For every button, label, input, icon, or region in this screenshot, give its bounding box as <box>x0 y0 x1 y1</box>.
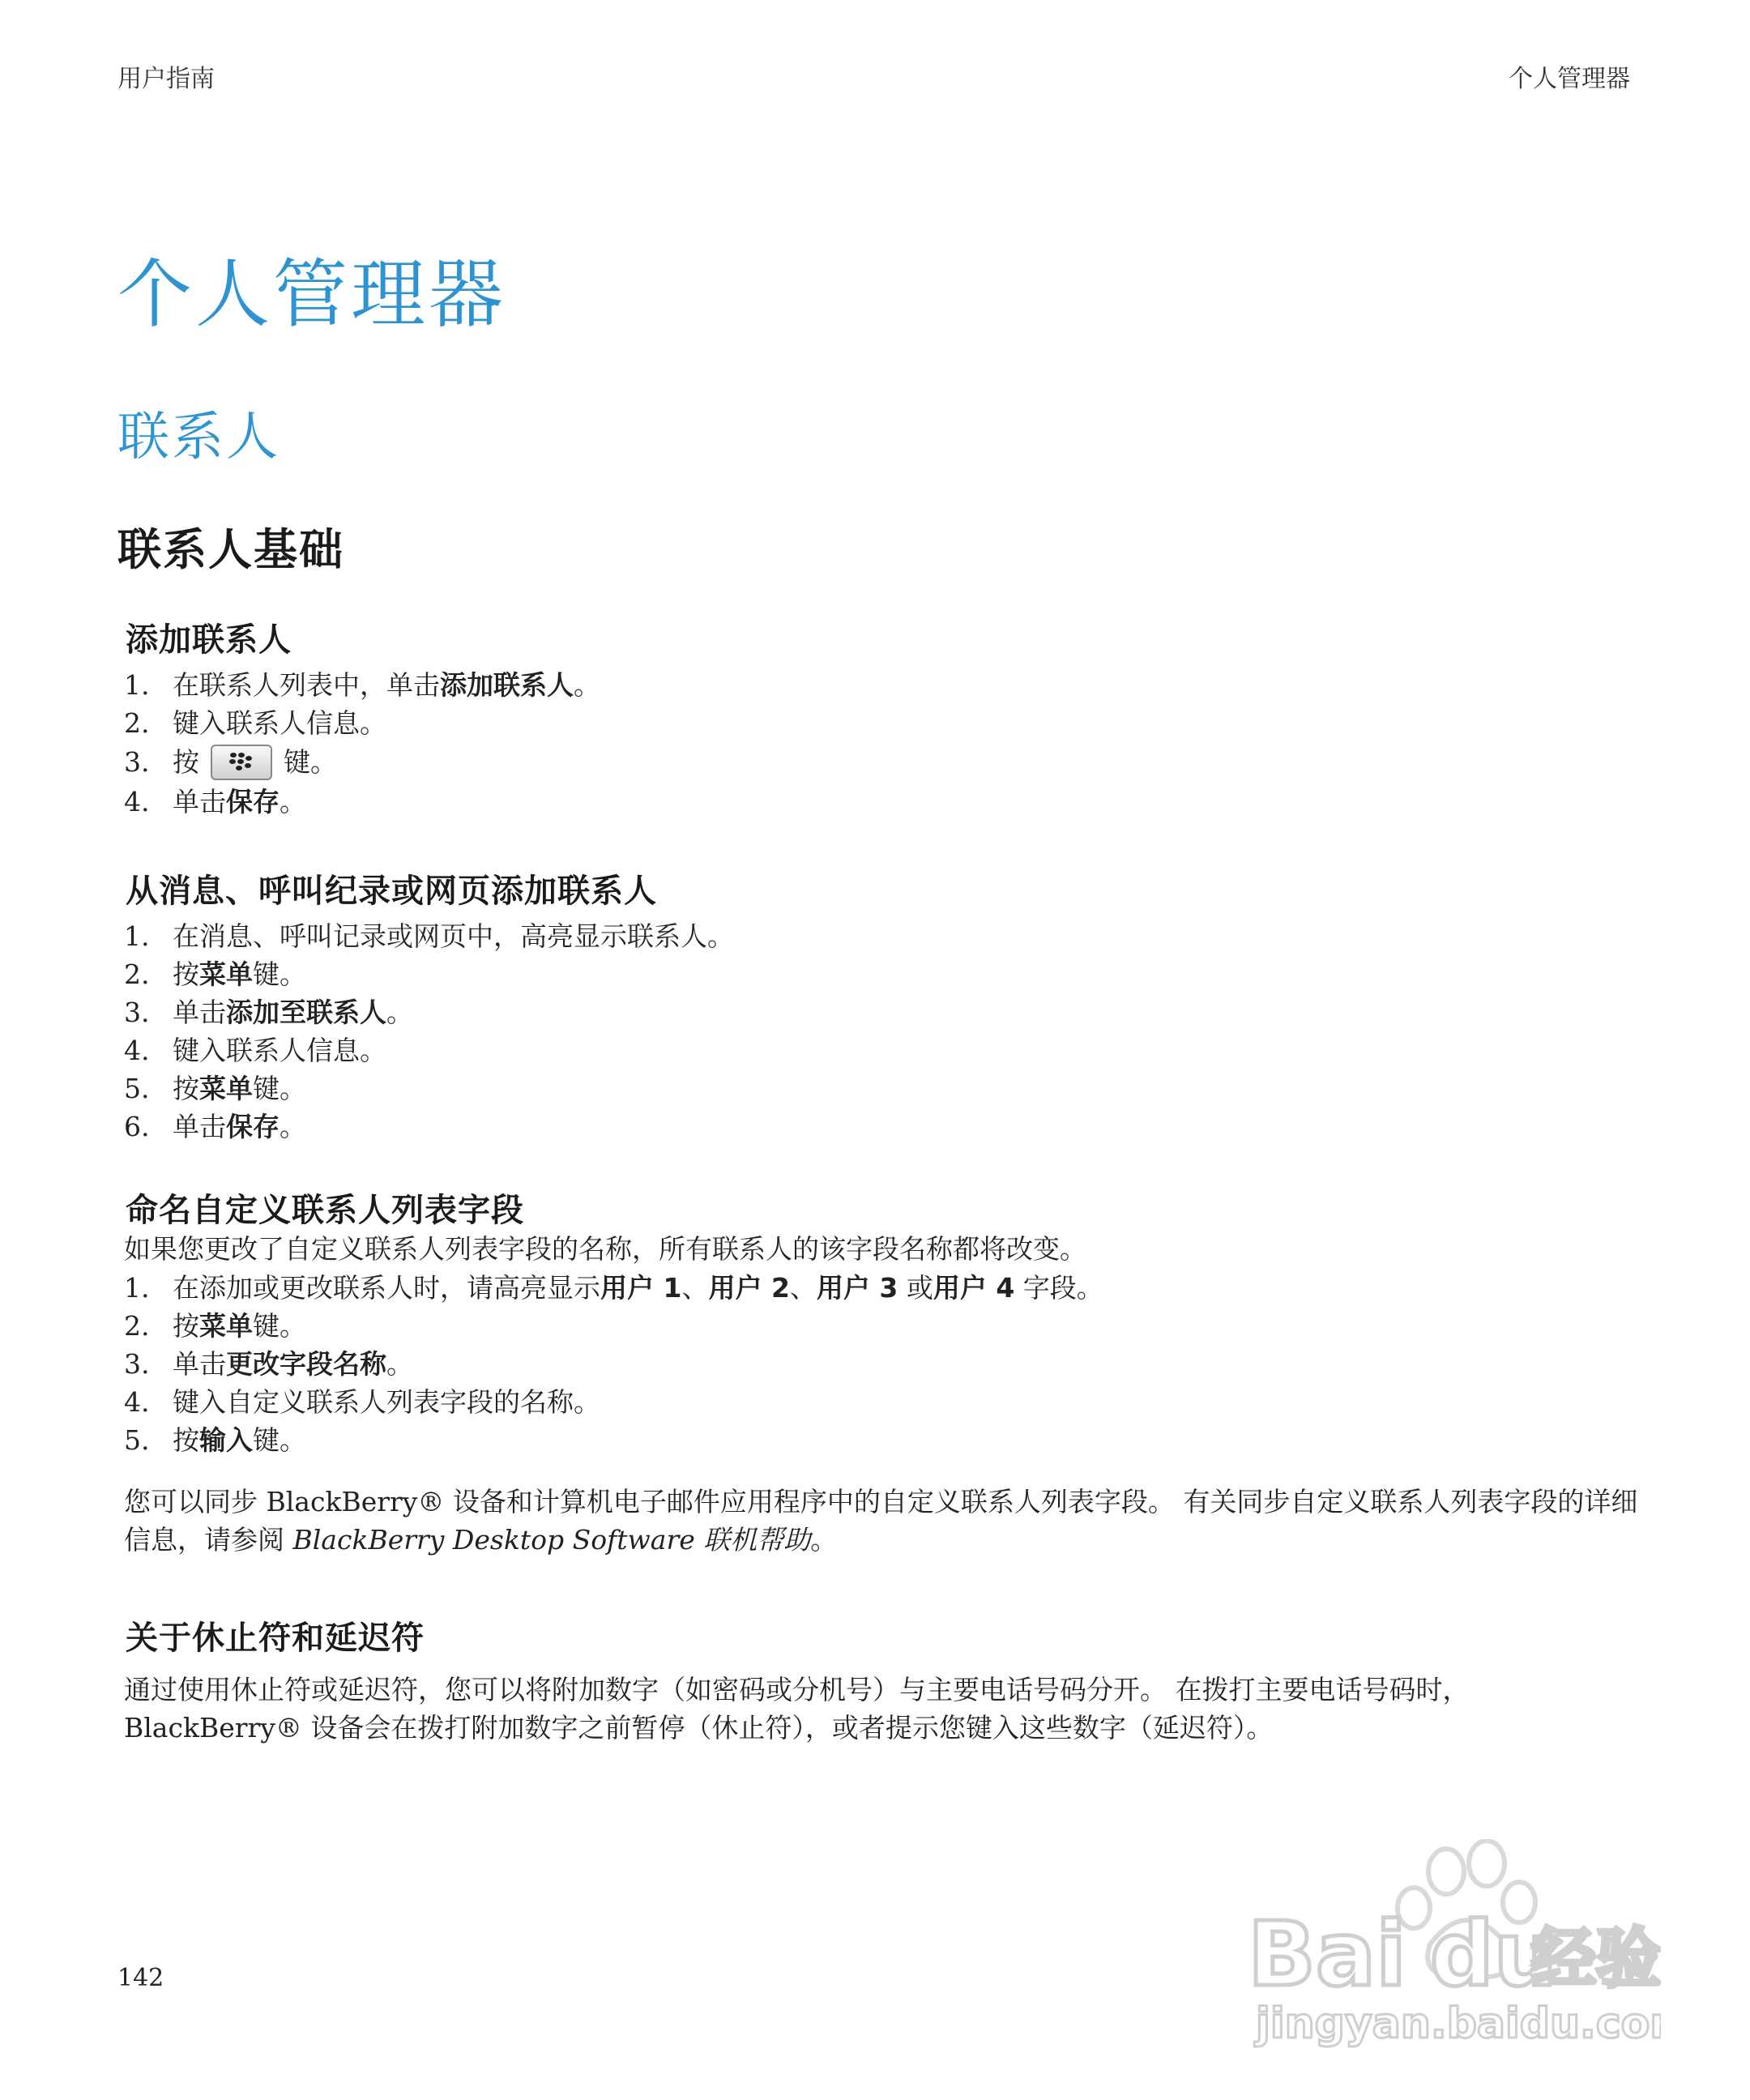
page-number: 142 <box>117 1964 164 1992</box>
add-from-message-steps <box>124 917 1639 1146</box>
list-item: 4. 键入自定义联系人列表字段的名称。 <box>124 1386 600 1418</box>
svg-text:du: du <box>1430 1902 1558 2006</box>
ui-label: 保存 <box>226 786 280 817</box>
list-item: 3. 按 键。 <box>124 742 1639 783</box>
topic-title-custom-fields: 命名自定义联系人列表字段 <box>126 1192 524 1229</box>
svg-text:经验: 经验 <box>1531 1921 1661 1996</box>
list-item: 5. 按菜单键。 <box>124 1073 306 1104</box>
list-item: 1. 在联系人列表中，单击添加联系人。 <box>124 669 600 701</box>
subsection-title: 联系人基础 <box>117 524 344 575</box>
list-item: 1. 在消息、呼叫记录或网页中，高亮显示联系人。 <box>124 920 734 952</box>
pause-wait-text: 通过使用休止符或延迟符，您可以将附加数字（如密码或分机号）与主要电话号码分开。 在拨打主要电话号码时，BlackBerry® 设备会在拨打附加数字之前暂停（休止符），或者提示您键入这些数字（延迟符）。 <box>124 1674 1470 1744</box>
section-title: 联系人 <box>117 408 280 467</box>
blackberry-menu-key-icon <box>211 745 272 780</box>
baidu-paw-logo-icon <box>1240 1839 1661 2050</box>
custom-fields-note: 您可以同步 BlackBerry® 设备和计算机电子邮件应用程序中的自定义联系人列表字段。 有关同步自定义联系人列表字段的详细信息，请参阅 BlackBerry Desktop Software 联机帮助。 <box>124 1486 1638 1556</box>
list-item: 5. 按输入键。 <box>124 1424 306 1456</box>
list-item: 2. 键入联系人信息。 <box>124 707 386 739</box>
ui-label: 输入 <box>199 1424 253 1456</box>
list-item: 3. 单击添加至联系人。 <box>124 997 413 1028</box>
ui-label: 添加联系人 <box>440 669 574 701</box>
list-item: 2. 按菜单键。 <box>124 1310 306 1342</box>
list-item: 3. 单击更改字段名称。 <box>124 1348 413 1380</box>
topic-title-add-from-message: 从消息、呼叫纪录或网页添加联系人 <box>126 873 657 910</box>
chapter-title: 个人管理器 <box>117 251 507 338</box>
add-contact-steps <box>124 666 1639 821</box>
topic-title-pause-wait: 关于休止符和延迟符 <box>126 1620 425 1657</box>
svg-text:jingyan.baidu.com: jingyan.baidu.com <box>1256 2000 1661 2048</box>
baidu-jingyan-watermark <box>1240 1839 1661 2050</box>
running-header-right: 个人管理器 <box>1509 65 1630 93</box>
ui-label: 保存 <box>226 1111 280 1142</box>
ui-label: 菜单 <box>199 1073 253 1104</box>
list-item: 2. 按菜单键。 <box>124 958 306 990</box>
ui-label: 更改字段名称 <box>226 1348 386 1380</box>
custom-fields-intro: 如果您更改了自定义联系人列表字段的名称，所有联系人的该字段名称都将改变。 <box>124 1233 1086 1265</box>
custom-fields-steps <box>124 1269 1639 1459</box>
list-item: 4. 单击保存。 <box>124 786 306 817</box>
running-header-left: 用户指南 <box>117 65 215 93</box>
doc-reference: BlackBerry Desktop Software 联机帮助 <box>292 1524 811 1556</box>
list-item: 4. 键入联系人信息。 <box>124 1035 386 1066</box>
ui-label: 添加至联系人 <box>226 997 386 1028</box>
ui-label: 菜单 <box>199 958 253 990</box>
list-item: 1. 在添加或更改联系人时，请高亮显示用户 1、用户 2、用户 3 或用户 4 字段。 <box>124 1272 1103 1304</box>
topic-title-add-contact: 添加联系人 <box>126 621 292 659</box>
ui-label: 菜单 <box>199 1310 253 1342</box>
list-item: 6. 单击保存。 <box>124 1111 306 1142</box>
svg-text:Bai: Bai <box>1248 1902 1406 2006</box>
